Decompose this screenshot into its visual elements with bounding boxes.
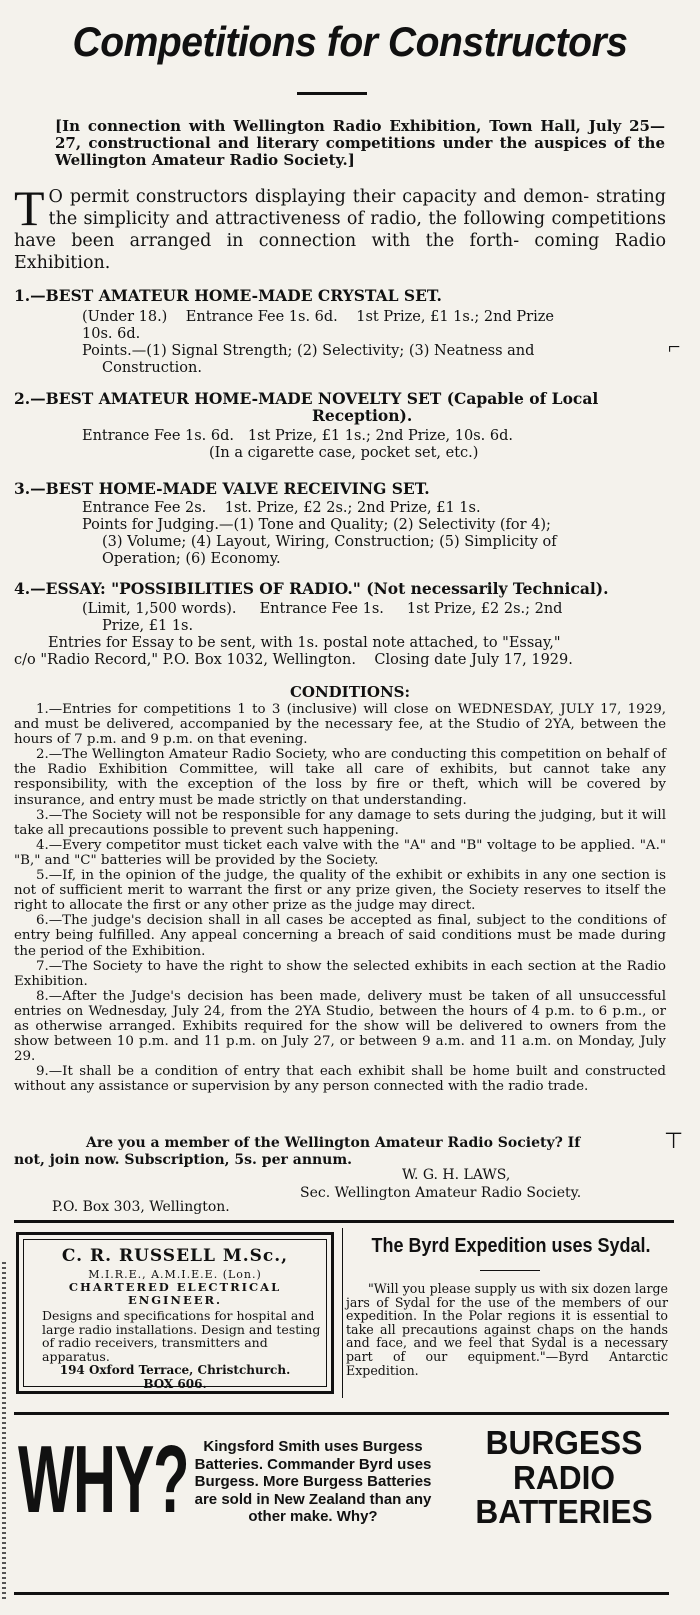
competition-heading: 4.—ESSAY: "POSSIBILITIES OF RADIO." (Not necessarily Technical). (14, 579, 609, 598)
lead-paragraph (14, 180, 666, 274)
competition-line: Construction. (102, 360, 202, 376)
competition-line: (In a cigarette case, pocket set, etc.) (209, 445, 479, 461)
condition-item: 6.—The judge's decision shall in all cases be accepted as final, subject to the conditions of entry being fulfilled. Any appeal concerning a breach of said conditions must be made during the period of the Exhibition. (14, 913, 666, 959)
lead-text: O permit constructors displaying their capacity and demon- strating the simplicity and attractiveness of radio, the following competitions have been arranged in connection with the forth- coming Radio Exhibition. (14, 187, 666, 273)
competition-1 (14, 287, 674, 377)
page-title: Competitions for Constructors (72, 18, 628, 65)
byrd-rule (480, 1270, 540, 1271)
competition-line: Prize, £1 1s. (102, 618, 194, 634)
po-box: P.O. Box 303, Wellington. (52, 1199, 230, 1215)
condition-item: 7.—The Society to have the right to show the selected exhibits in each section at the Radio Exhibition. (14, 958, 666, 989)
signature-title: Sec. Wellington Amateur Radio Society. (300, 1185, 582, 1201)
burgess-copy: Kingsford Smith uses Burgess Batteries. Commander Byrd uses Burgess. More Burgess Batteries are sold in New Zealand than any other make. Why? (194, 1438, 432, 1525)
competition-line: c/o "Radio Record," P.O. Box 1032, Wellington. Closing date July 17, 1929. (14, 652, 573, 668)
condition-item: 4.—Every competitor must ticket each valve with the "A" and "B" voltage to be applied. "A." "B," and "C" batteries will be provided by the Society. (14, 837, 666, 868)
russell-name: C. R. RUSSELL M.Sc., (61, 1246, 289, 1266)
divider (14, 1592, 669, 1595)
russell-title: CHARTERED ELECTRICAL (68, 1280, 282, 1294)
burgess-brand-line: RADIO (512, 1458, 616, 1496)
russell-advert (16, 1232, 334, 1394)
competition-line: Points.—(1) Signal Strength; (2) Selectivity; (3) Neatness and (82, 343, 535, 359)
competition-3 (14, 480, 674, 568)
margin-mark: ⊤ (664, 1128, 684, 1153)
burgess-brand (453, 1426, 676, 1530)
membership-line: Are you a member of the Wellington Amateur Radio Society? If (86, 1135, 581, 1151)
competition-line: (Under 18.) Entrance Fee 1s. 6d. 1st Prize, £1 1s.; 2nd Prize (82, 309, 554, 325)
competition-line: Points for Judging.—(1) Tone and Quality; (2) Selectivity (for 4); (82, 517, 551, 533)
russell-degrees: M.I.R.E., A.M.I.E.E. (Lon.) (88, 1268, 262, 1281)
membership-line: not, join now. Subscription, 5s. per annum. (14, 1152, 353, 1168)
competition-heading: 2.—BEST AMATEUR HOME-MADE NOVELTY SET (Capable of Local (14, 389, 599, 408)
competition-line: 10s. 6d. (82, 326, 141, 342)
russell-body: Designs and specifications for hospital and large radio installations. Design and testing of radio receivers, transmitters and apparatus. (42, 1308, 321, 1364)
competition-4 (14, 580, 674, 669)
byrd-quote: "Will you please supply us with six dozen large jars of Sydal for the use of the members of our expedition. In the Polar regions it is essential to take all precautions against chaps on the hands and face, and we feel that Sydal is a necessary part of our equipment."—Byrd Antarctic Expedition. (346, 1281, 668, 1378)
intro-note: [In connection with Wellington Radio Exhibition, Town Hall, July 25—27, constructional and literary competitions under the auspices of the Wellington Amateur Radio Society.] (55, 117, 665, 169)
competition-heading: 3.—BEST HOME-MADE VALVE RECEIVING SET. (14, 479, 430, 498)
burgess-brand-line: BATTERIES (475, 1493, 653, 1530)
competition-line: Operation; (6) Economy. (102, 551, 281, 567)
condition-item: 9.—It shall be a condition of entry that each exhibit shall be home built and constructed without any assistance or supervision by any person connected with the radio trade. (14, 1064, 666, 1095)
condition-item: 8.—After the Judge's decision has been made, delivery must be taken of all unsuccessful entries on Wednesday, July 24, from the 2YA Studio, between the hours of 4 p.m. to 6 p.m., or as otherwise arranged. Exhibits required for the show will be delivered to owners from the show between 10 p.m. and 11 p.m. on July 27, or between 9 a.m. and 11 a.m. on Monday, July 29. (14, 988, 666, 1065)
margin-dots (2, 1262, 6, 1602)
margin-mark: ⌐ (668, 334, 681, 359)
condition-item: 5.—If, in the opinion of the judge, the quality of the exhibit or exhibits in any one section is not of sufficient merit to warrant the first or any prize given, the Society reserves to itself the right to allocate the first or any other prize as the judge may direct. (14, 868, 666, 914)
drop-cap: T (14, 180, 45, 236)
column-divider (342, 1228, 343, 1398)
competition-line: (3) Volume; (4) Layout, Wiring, Construction; (5) Simplicity of (102, 534, 557, 550)
competition-heading-cont: Reception). (312, 406, 413, 425)
competition-2 (14, 390, 674, 462)
signature-name: W. G. H. LAWS, (402, 1167, 511, 1183)
competition-line: Entrance Fee 1s. 6d. 1st Prize, £1 1s.; 2nd Prize, 10s. 6d. (82, 428, 513, 444)
competition-line: (Limit, 1,500 words). Entrance Fee 1s. 1st Prize, £2 2s.; 2nd (82, 601, 563, 617)
membership-appeal (14, 1135, 666, 1169)
conditions-heading: CONDITIONS: (289, 683, 411, 701)
competition-heading: 1.—BEST AMATEUR HOME-MADE CRYSTAL SET. (14, 286, 442, 305)
divider (14, 1412, 669, 1415)
why-headline: WHY? (18, 1426, 189, 1533)
condition-item: 3.—The Society will not be responsible for any damage to sets during the judging, but it will take all precautions possible to prevent such happening. (14, 807, 666, 838)
divider (14, 1220, 674, 1223)
russell-box: BOX 606. (143, 1377, 207, 1392)
russell-address: 194 Oxford Terrace, Christchurch. (59, 1363, 291, 1378)
condition-item: 1.—Entries for competitions 1 to 3 (inclusive) will close on WEDNESDAY, JULY 17, 1929, and must be delivered, accompanied by the necessary fee, at the Studio of 2YA, between the hours of 7 p.m. and 9 p.m. on that evening. (14, 702, 666, 748)
conditions-list (14, 702, 666, 1094)
title-rule (297, 92, 367, 95)
byrd-headline: The Byrd Expedition uses Sydal. (371, 1235, 651, 1257)
russell-title-cont: ENGINEER. (127, 1293, 223, 1307)
competition-line: Entrance Fee 2s. 1st. Prize, £2 2s.; 2nd Prize, £1 1s. (82, 500, 481, 516)
competition-line: Entries for Essay to be sent, with 1s. postal note attached, to "Essay," (48, 635, 561, 651)
burgess-brand-line: BURGESS (485, 1424, 643, 1461)
condition-item: 2.—The Wellington Amateur Radio Society, who are conducting this competition on behalf of the Radio Exhibition Committee, will take all care of exhibits, but cannot take any responsibility, with the exception of the loss by fire or theft, which will be covered by insurance, and entry must be made strictly on that understanding. (14, 747, 666, 808)
